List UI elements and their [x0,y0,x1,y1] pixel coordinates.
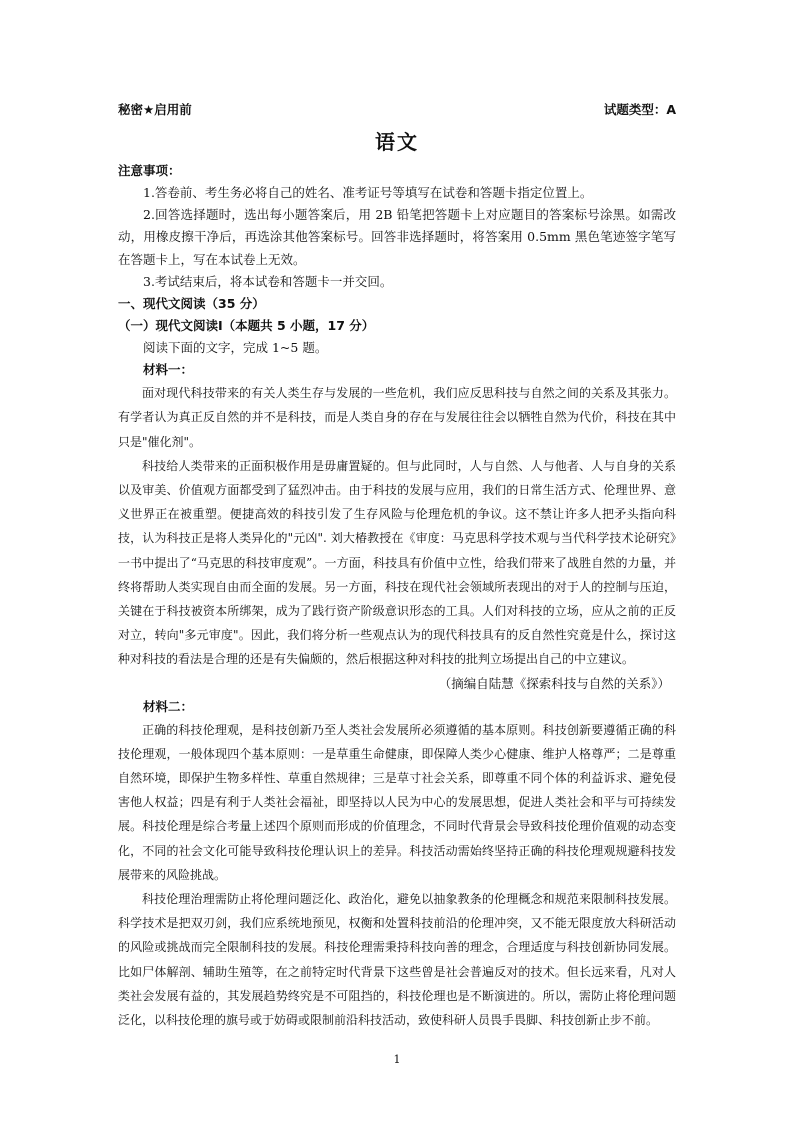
confidential-label: 秘密★启用前 [118,102,192,117]
material-two-label: 材料二： [143,698,194,714]
material-two-paragraph: 正确的科技伦理观，是科技创新乃至人类社会发展所必须遵循的基本原则。科技创新要遵循正确的科技伦理观，一般体现四个基本原则：一是草重生命健康，即保障人类少心健康、维护人格尊严；二是尊重自然环境，即保护生物多样性、草重自然规律；三是草寸社会关系，即尊重不同个体的利益诉求、避免侵害他人权益；四是有利于人类社会福祉，即坚持以人民为中心的发展思想，促进人类社会和平与可持续发展。科技伦理是综合考量上述四个原则而形成的价值理念，不同时代背景会导致科技伦理价值观的动态变化，不同的社会文化可能导致科技伦理认识上的差异。科技活动需始终坚持正确的科技伦理观规避科技发展带来的风险挑战。 [118,722,676,882]
material-one-paragraph: 科技给人类带来的正面积极作用是毋庸置疑的。但与此同时，人与自然、人与他者、人与自身的关系以及审美、价值观方面都受到了猛烈冲击。由于科技的发展与应用，我们的日常生活方式、伦理世界、意义世界正在被重塑。便捷高效的科技引发了生存风险与伦理危机的争议。这不禁让许多人把矛头指向科技，认为科技正是将人类异化的"元凶". 刘大椿教授在《审度：马克思科学技术观与当代科学技术论研究》一书中提出了“马克思的科技审度观”。一方面，科技具有价值中立性，给我们带来了战胜自然的力量，并终将帮助人类实现自由而全面的发展。另一方面，科技在现代社会领域所表现出的对于人的控制与压迫，关键在于科技被资本所绑架，成为了践行资产阶级意识形态的工具。人们对科技的立场，应从之前的正反对立，转向"多元审度"。因此，我们将分析一些观点认为的现代科技具有的反自然性究竟是什么，探讨这种对科技的看法是合理的还是有失偏颇的，然后根据这种对科技的批判立场提出自己的中立建议。 [118,458,676,667]
section-heading: 一、现代文阅读（35 分） [118,296,265,312]
notice-item: 1.答卷前、考生务必将自己的姓名、准考证号等填写在试卷和答题卡指定位置上。 [143,185,593,200]
material-one-label: 材料一： [143,362,194,378]
notice-heading: 注意事项： [118,163,181,178]
reading-instruction: 阅读下面的文字，完成 1~5 题。 [143,340,328,356]
material-one-paragraph: 面对现代科技带来的有关人类生存与发展的一些危机，我们应反思科技与自然之间的关系及其张力。有学者认为真正反自然的并不是科技，而是人类自身的存在与发展往往会以牺牲自然为代价，科技在其中只是"催化剂"。 [118,386,676,449]
page-title: 语文 [375,130,419,154]
notice-item: 2.回答选择题时，选出每小题答案后，用 2B 铅笔把答题卡上对应题目的答案标号涂黑。如需改动，用橡皮擦干净后，再选涂其他答案标号。回答非选择题时，将答案用 0.5mm 黑色笔迹签字笔写在答题卡上，写在本试卷上无效。 [118,207,676,267]
notice-item: 3.考试结束后，将本试卷和答题卡一并交回。 [143,273,393,289]
subsection-heading: （一）现代文阅读Ⅰ（本题共 5 小题，17 分） [118,318,375,334]
content [118,160,676,1032]
material-one-source: （摘编自陆慧《探索科技与自然的关系》） [438,675,670,691]
page-number: 1 [393,1053,401,1066]
material-two-paragraph: 科技伦理治理需防止将伦理问题泛化、政治化，避免以抽象教条的伦理概念和规范来限制科技发展。科学技术是把双刃剑，我们应系统地预见，权衡和处置科技前沿的伦理冲突，又不能无限度放大科研活动的风险或挑战而完全限制科技的发展。科技伦理需秉持科技向善的理念，合理适度与科技创新协同发展。比如尸体解剖、辅助生殖等，在之前特定时代背景下这些曾是社会普遍反对的技术。但长远来看，凡对人类社会发展有益的，其发展趋势终究是不可阻挡的，科技伦理也是不断演进的。所以，需防止将伦理问题泛化，以科技伦理的旗号或于妨碍或限制前沿科技活动，致使科研人员畏手畏脚、科技创新止步不前。 [118,892,676,1028]
page-header [118,100,676,120]
exam-type-label: 试题类型：A [603,102,676,117]
